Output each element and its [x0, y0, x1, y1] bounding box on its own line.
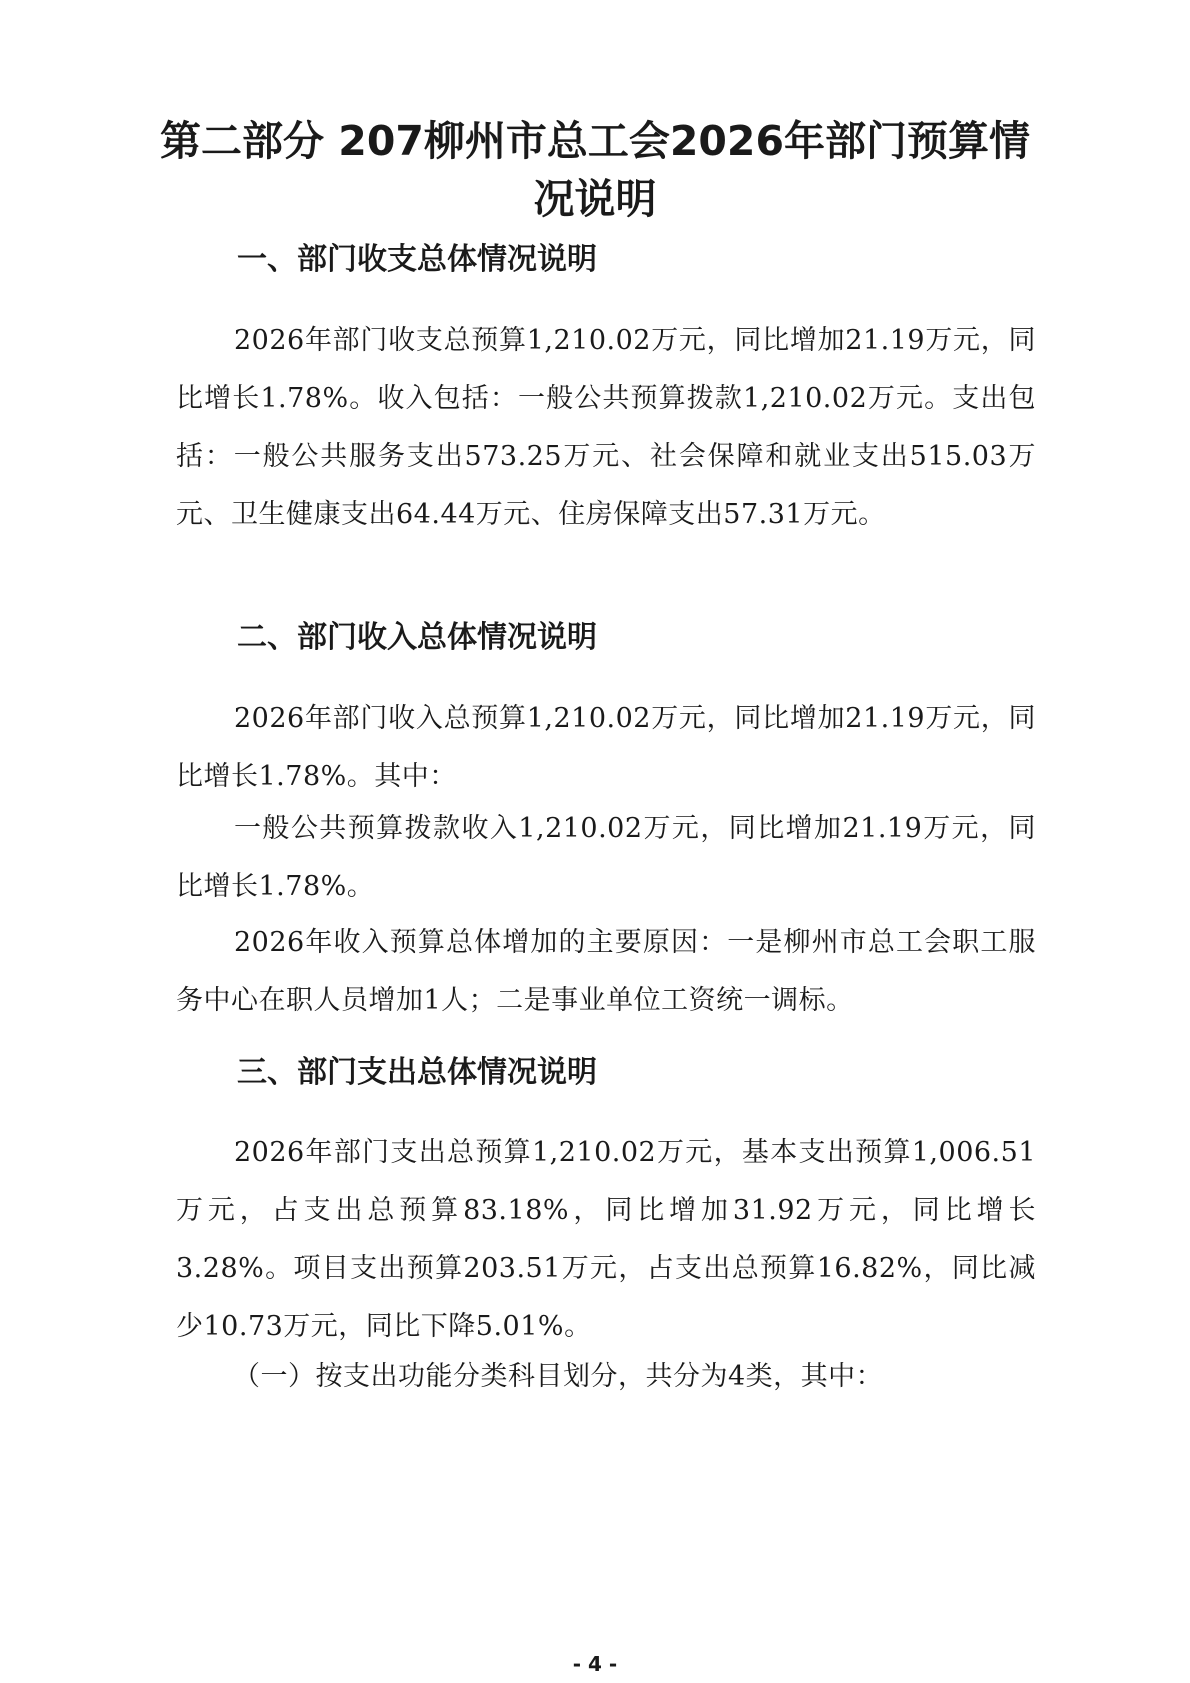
document-title: 第二部分 207柳州市总工会2026年部门预算情况说明 — [160, 117, 1030, 223]
section-heading-overview: 一、部门收支总体情况说明 — [237, 242, 597, 277]
section-heading-income: 二、部门收入总体情况说明 — [237, 620, 597, 655]
page-number: - 4 - — [572, 1652, 618, 1676]
paragraph-income-general: 一般公共预算拨款收入1,210.02万元，同比增加21.19万元，同比增长1.78%。 — [176, 813, 1036, 902]
paragraph-overview: 2026年部门收支总预算1,210.02万元，同比增加21.19万元，同比增长1.78%。收入包括：一般公共预算拨款1,210.02万元。支出包括：一般公共服务支出573.25万元、社会保障和就业支出515.03万元、卫生健康支出64.44万元、住房保障支出57.31万元。 — [176, 325, 1036, 530]
paragraph-income-total: 2026年部门收入总预算1,210.02万元，同比增加21.19万元，同比增长1.78%。其中： — [176, 703, 1036, 792]
paragraph-income-reasons: 2026年收入预算总体增加的主要原因：一是柳州市总工会职工服务中心在职人员增加1人；二是事业单位工资统一调标。 — [176, 927, 1036, 1016]
paragraph-expenditure-function: （一）按支出功能分类科目划分，共分为4类，其中： — [233, 1361, 884, 1392]
paragraph-expenditure-total: 2026年部门支出总预算1,210.02万元，基本支出预算1,006.51万元，占支出总预算83.18%，同比增加31.92万元，同比增长3.28%。项目支出预算203.51万元，占支出总预算16.82%，同比减少10.73万元，同比下降5.01%。 — [176, 1137, 1036, 1342]
section-heading-expenditure: 三、部门支出总体情况说明 — [237, 1055, 597, 1090]
